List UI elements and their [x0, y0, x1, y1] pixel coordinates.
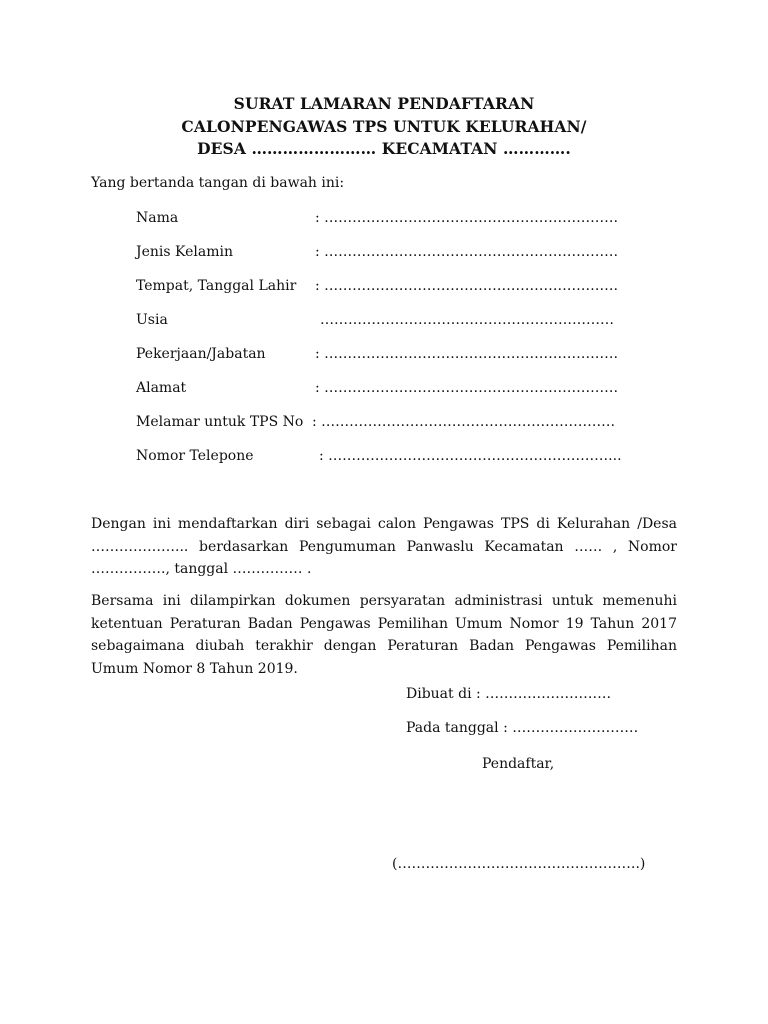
document-title-line-1: SURAT LAMARAN PENDAFTARAN [233, 94, 535, 113]
field-label-alamat: Alamat [136, 380, 187, 396]
registration-paragraph: Dengan ini mendaftarkan diri sebagai calon Pengawas TPS di Kelurahan /Desa ………………... berdasarkan Pengumuman Panwaslu Kecamatan …… , Nomor ……………., tanggal …………… . [91, 516, 677, 577]
field-label-pekerjaan: Pekerjaan/Jabatan [136, 346, 266, 362]
field-row-jenis-kelamin [136, 244, 619, 260]
field-label-tempat-tanggal-lahir: Tempat, Tanggal Lahir [136, 278, 297, 294]
attachment-paragraph: Bersama ini dilampirkan dokumen persyaratan administrasi untuk memenuhi ketentuan Peraturan Badan Pengawas Pemilihan Umum Nomor 19 Tahun 2017 sebagaimana diubah terakhir dengan Peraturan Badan Pengawas Pemilihan Umum Nomor 8 Tahun 2019. [91, 593, 677, 677]
field-label-tps-no: Melamar untuk TPS No [136, 414, 304, 430]
document-title-line-3: DESA …………………… KECAMATAN …………. [197, 139, 571, 158]
field-value-alamat: : ……………………………………………………… [315, 380, 619, 396]
field-value-tps-no: : ……………………………………………………… [312, 414, 616, 430]
field-row-nomor-telepone [136, 448, 622, 464]
signature-name-line: (…………………………………………….) [392, 856, 646, 872]
document-title-line-2: CALONPENGAWAS TPS UNTUK KELURAHAN/ [181, 117, 587, 136]
signature-date: Pada tanggal : ……………………… [406, 720, 639, 736]
field-row-usia [136, 312, 614, 328]
field-value-tempat-tanggal-lahir: : ……………………………………………………… [315, 278, 619, 294]
intro-text: Yang bertanda tangan di bawah ini: [91, 175, 345, 191]
signature-place: Dibuat di : ……………………… [406, 686, 612, 702]
field-value-nomor-telepone: : ……………………………………………………... [319, 448, 622, 464]
field-value-nama: : ……………………………………………………… [315, 210, 619, 226]
field-label-usia: Usia [136, 312, 168, 328]
field-row-nama [136, 210, 619, 226]
field-label-nama: Nama [136, 210, 179, 226]
field-value-usia: ……………………………………………………… [320, 312, 614, 328]
field-row-pekerjaan [136, 346, 619, 362]
field-row-alamat [136, 380, 619, 396]
field-row-tempat-tanggal-lahir [136, 278, 619, 294]
field-value-jenis-kelamin: : ……………………………………………………… [315, 244, 619, 260]
signature-applicant-label: Pendaftar, [482, 756, 555, 772]
field-value-pekerjaan: : ……………………………………………………… [315, 346, 619, 362]
field-label-nomor-telepone: Nomor Telepone [136, 448, 254, 464]
field-row-tps-no [136, 414, 616, 430]
field-label-jenis-kelamin: Jenis Kelamin [136, 244, 233, 260]
